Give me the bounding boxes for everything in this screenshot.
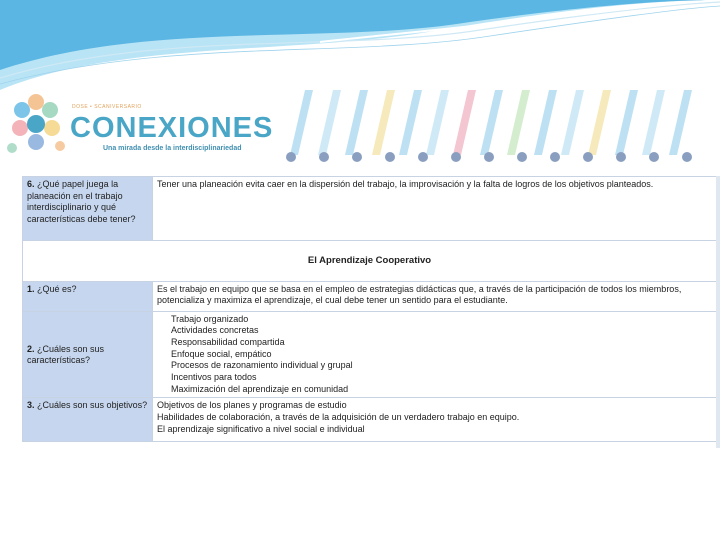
question-number: 3. — [27, 400, 35, 411]
list-item: Actividades concretas — [171, 325, 259, 336]
question-number: 1. — [27, 283, 35, 294]
table-edge-strip — [716, 176, 720, 448]
answer-list — [153, 398, 717, 442]
question-cell — [23, 281, 153, 311]
answer-cell: Tener una planeación evita caer en la dispersión del trabajo, la improvisación y la falta de logros de los objetivos planteados. — [153, 177, 717, 241]
table-row — [23, 281, 717, 311]
list-item: Maximización del aprendizaje en comunidad — [171, 383, 349, 394]
question-cell — [23, 311, 153, 398]
list-item: Habilidades de colaboración, a través de la adquisición de un verdadero trabajo en equipo. — [157, 412, 520, 423]
question-number: 6. — [27, 179, 35, 189]
question-text: ¿Qué es? — [37, 283, 77, 294]
brand-tagline-small: DOSE • SCANIVERSARIO — [72, 104, 142, 110]
list-item: Objetivos de los planes y programas de estudio — [157, 400, 347, 411]
table-row — [23, 177, 717, 241]
header-banner — [0, 0, 720, 90]
question-cell — [23, 398, 153, 442]
brand-logo-icon — [7, 94, 65, 153]
list-item: Responsabilidad compartida — [171, 336, 285, 347]
list-item: Trabajo organizado — [171, 313, 249, 324]
question-text: ¿Cuáles son sus características? — [27, 343, 105, 365]
brand-title: CONEXIONES — [70, 112, 274, 144]
question-text: ¿Qué papel juega la planeación en el trabajo interdisciplinario y qué características debe tener? — [27, 179, 136, 224]
question-text: ¿Cuáles son sus objetivos? — [37, 400, 148, 411]
list-item: Enfoque social, empático — [171, 348, 272, 359]
question-number: 2. — [27, 343, 35, 354]
table-row — [23, 311, 717, 398]
answer-cell: Es el trabajo en equipo que se basa en el empleo de estrategias didácticas que, a través de la participación de todos los miembros, potencializa y maximiza el aprendizaje, el cual debe tener un sentido para el estudiante. — [153, 281, 717, 311]
content-table — [22, 176, 717, 442]
list-item: El aprendizaje significativo a nivel social e individual — [157, 423, 365, 434]
decorative-stripes — [290, 90, 692, 155]
section-title: El Aprendizaje Cooperativo — [23, 241, 717, 282]
table-row — [23, 398, 717, 442]
answer-list — [153, 311, 717, 398]
section-header-row — [23, 241, 717, 282]
brand-subtitle: Una mirada desde la interdisciplinariedad — [103, 145, 242, 152]
list-item: Procesos de razonamiento individual y grupal — [171, 360, 353, 371]
list-item: Incentivos para todos — [171, 372, 257, 383]
question-cell — [23, 177, 153, 241]
